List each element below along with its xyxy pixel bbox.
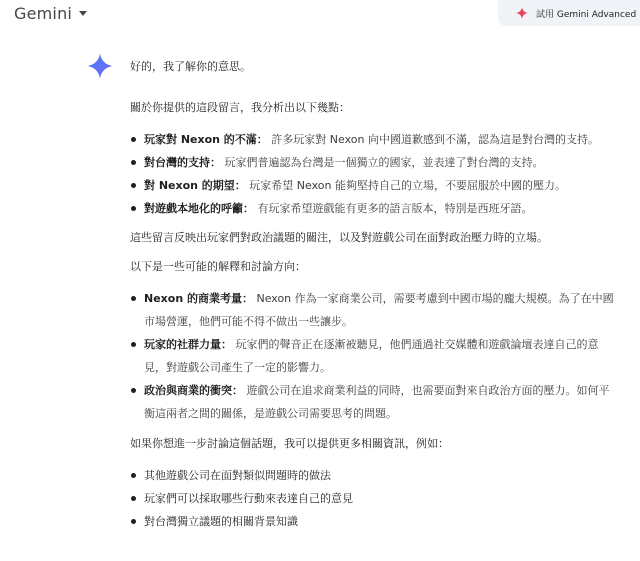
directions-list <box>130 287 614 425</box>
model-switcher[interactable] <box>14 4 87 23</box>
top-bar <box>0 0 640 30</box>
list-item: 其他遊戲公司在面對類似問題時的做法 <box>130 464 614 487</box>
list-item: 對台灣獨立議題的相關背景知識 <box>130 510 614 533</box>
analysis-list <box>130 128 614 220</box>
gemini-avatar-icon <box>87 53 113 79</box>
list-item: 對 Nexon 的期望： 玩家希望 Nexon 能夠堅持自己的立場，不要屈服於中國的壓力。 <box>130 174 614 197</box>
intro-text: 好的，我了解你的意思。 <box>130 60 251 73</box>
response-body <box>130 58 614 533</box>
reflection-text: 這些留言反映出玩家們對政治議題的關注，以及對遊戲公司在面對政治壓力時的立場。 <box>130 231 548 244</box>
list-item: 政治與商業的衝突： 遊戲公司在追求商業利益的同時，也需要面對來自政治方面的壓力。如何平衡這兩者之間的關係，是遊戲公司需要思考的問題。 <box>130 379 614 425</box>
try-advanced-button[interactable] <box>498 0 640 26</box>
try-advanced-label: 試用 Gemini Advanced <box>536 9 637 20</box>
offer-text: 如果你想進一步討論這個話題，我可以提供更多相關資訊，例如： <box>130 437 449 450</box>
list-item: 玩家的社群力量： 玩家們的聲音正在逐漸被聽見，他們通過社交媒體和遊戲論壇表達自己的意見，對遊戲公司產生了一定的影響力。 <box>130 333 614 379</box>
chevron-down-icon <box>79 11 87 16</box>
list-item: Nexon 的商業考量： Nexon 作為一家商業公司，需要考慮到中國市場的龐大規模。為了在中國市場營運，他們可能不得不做出一些讓步。 <box>130 287 614 333</box>
analysis-heading: 關於你提供的這段留言，我分析出以下幾點： <box>130 101 350 114</box>
list-item: 對台灣的支持： 玩家們普遍認為台灣是一個獨立的國家，並表達了對台灣的支持。 <box>130 151 614 174</box>
list-item: 玩家們可以採取哪些行動來表達自己的意見 <box>130 487 614 510</box>
app-name: Gemini <box>14 4 73 23</box>
topics-list <box>130 464 614 533</box>
directions-heading: 以下是一些可能的解釋和討論方向： <box>130 260 306 273</box>
list-item: 玩家對 Nexon 的不滿： 許多玩家對 Nexon 向中國道歉感到不滿，認為這是對台灣的支持。 <box>130 128 614 151</box>
spark-icon <box>516 7 528 19</box>
list-item: 對遊戲本地化的呼籲： 有玩家希望遊戲能有更多的語言版本，特別是西班牙語。 <box>130 197 614 220</box>
